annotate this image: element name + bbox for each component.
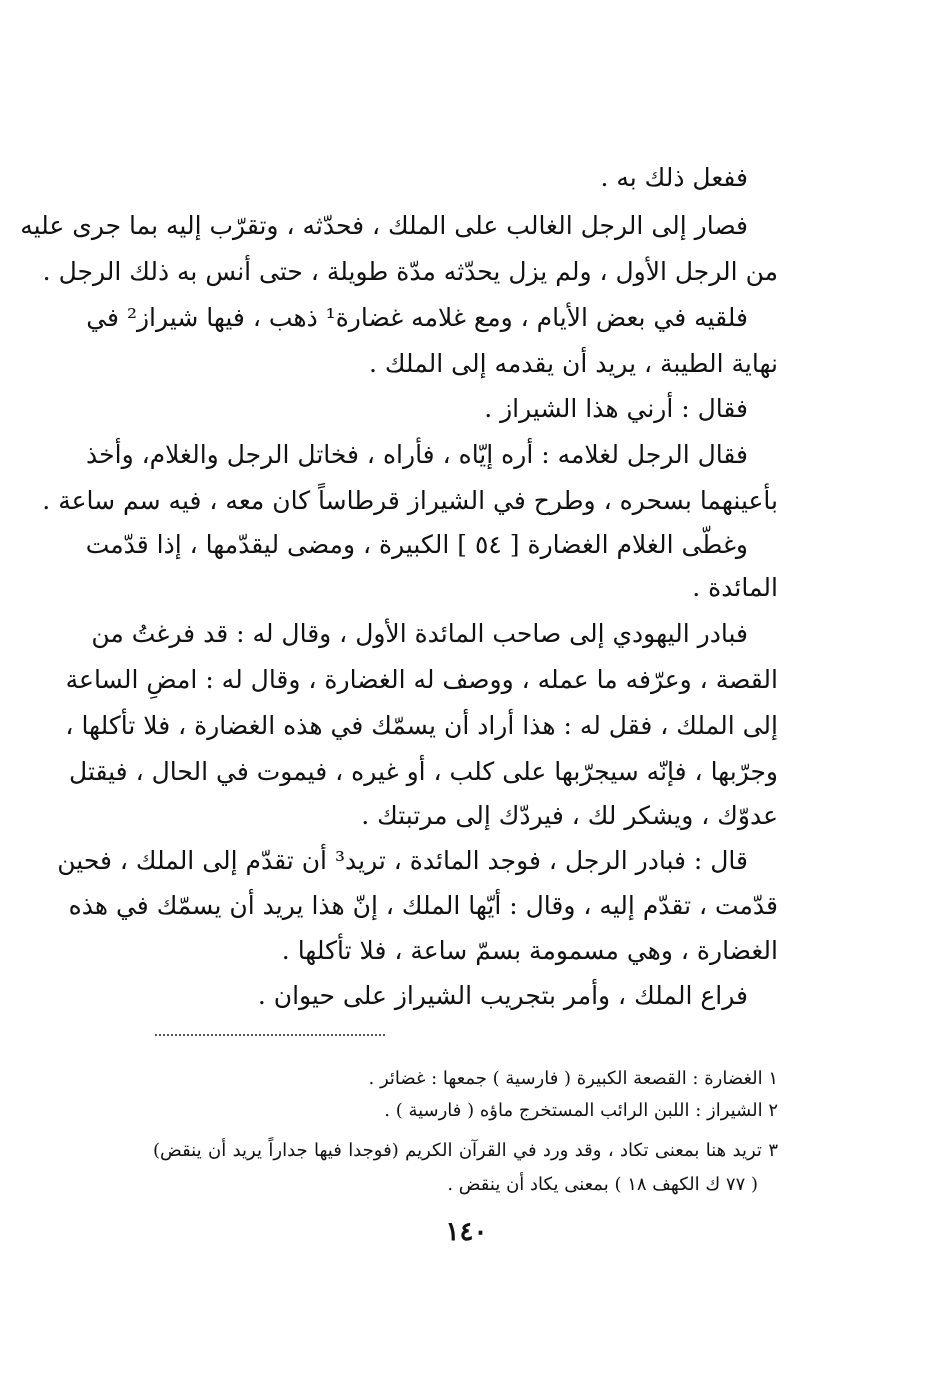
body-line: فقال : أرني هذا الشيراز . [484,394,748,423]
page-number: ١٤٠ [445,1217,488,1247]
body-line: قدّمت ، تقدّم إليه ، وقال : أيّها الملك ، إنّ هذا يريد أن يسمّك في هذه [68,891,778,920]
footnote: ١ الغضارة : القصعة الكبيرة ( فارسية ) جمعها : غضائر . [368,1068,778,1089]
body-line: فلقيه في بعض الأيام ، ومع غلامه غضارة¹ ذهب ، فيها شيراز² في [86,303,748,332]
body-line: فقال الرجل لغلامه : أره إيّاه ، فأراه ، فخاتل الرجل والغلام، وأخذ [86,440,748,469]
footnote: ٢ الشيراز : اللبن الرائب المستخرج ماؤه ( فارسية ) . [384,1100,778,1121]
body-line: ففعل ذلك به . [600,163,748,192]
body-line: الغضارة ، وهي مسمومة بسمّ ساعة ، فلا تأكلها . [281,936,778,965]
body-line: المائدة . [692,573,778,602]
footnote-separator [155,1034,385,1036]
footnote: ٣ تريد هنا بمعنى تكاد ، وقد ورد في القرآن الكريم (فوجدا فيها جداراً يريد أن ينقض) [153,1140,778,1161]
body-line: نهاية الطيبة ، يريد أن يقدمه إلى الملك . [368,349,778,378]
body-line: فبادر اليهودي إلى صاحب المائدة الأول ، وقال له : قد فرغتُ من [91,619,748,648]
body-line: القصة ، وعرّفه ما عمله ، ووصف له الغضارة ، وقال له : امضِ الساعة [65,665,778,694]
body-line: وغطّى الغلام الغضارة [ ٥٤ ] الكبيرة ، ومضى ليقدّمها ، إذا قدّمت [85,530,748,559]
body-line: قال : فبادر الرجل ، فوجد المائدة ، تريد³ أن تقدّم إلى الملك ، فحين [57,846,748,875]
body-line: وجرّبها ، فإنّه سيجرّبها على كلب ، أو غيره ، فيموت في الحال ، فيقتل [69,757,778,786]
body-line: من الرجل الأول ، ولم يزل يحدّثه مدّة طويلة ، حتى أنس به ذلك الرجل . [42,257,778,286]
body-line: بأعينهما بسحره ، وطرح في الشيراز قرطاساً كان معه ، فيه سم ساعة . [42,486,778,515]
body-line: فراع الملك ، وأمر بتجريب الشيراز على حيوان . [257,981,748,1010]
body-line: فصار إلى الرجل الغالب على الملك ، فحدّثه ، وتقرّب إليه بما جرى عليه [20,211,748,240]
body-line: عدوّك ، ويشكر لك ، فيردّك إلى مرتبتك . [361,801,778,830]
body-line: إلى الملك ، فقل له : هذا أراد أن يسمّك في هذه الغضارة ، فلا تأكلها ، [65,711,778,740]
footnote-continuation: ( ٧٧ ك الكهف ١٨ ) بمعنى يكاد أن ينقض . [447,1174,758,1195]
